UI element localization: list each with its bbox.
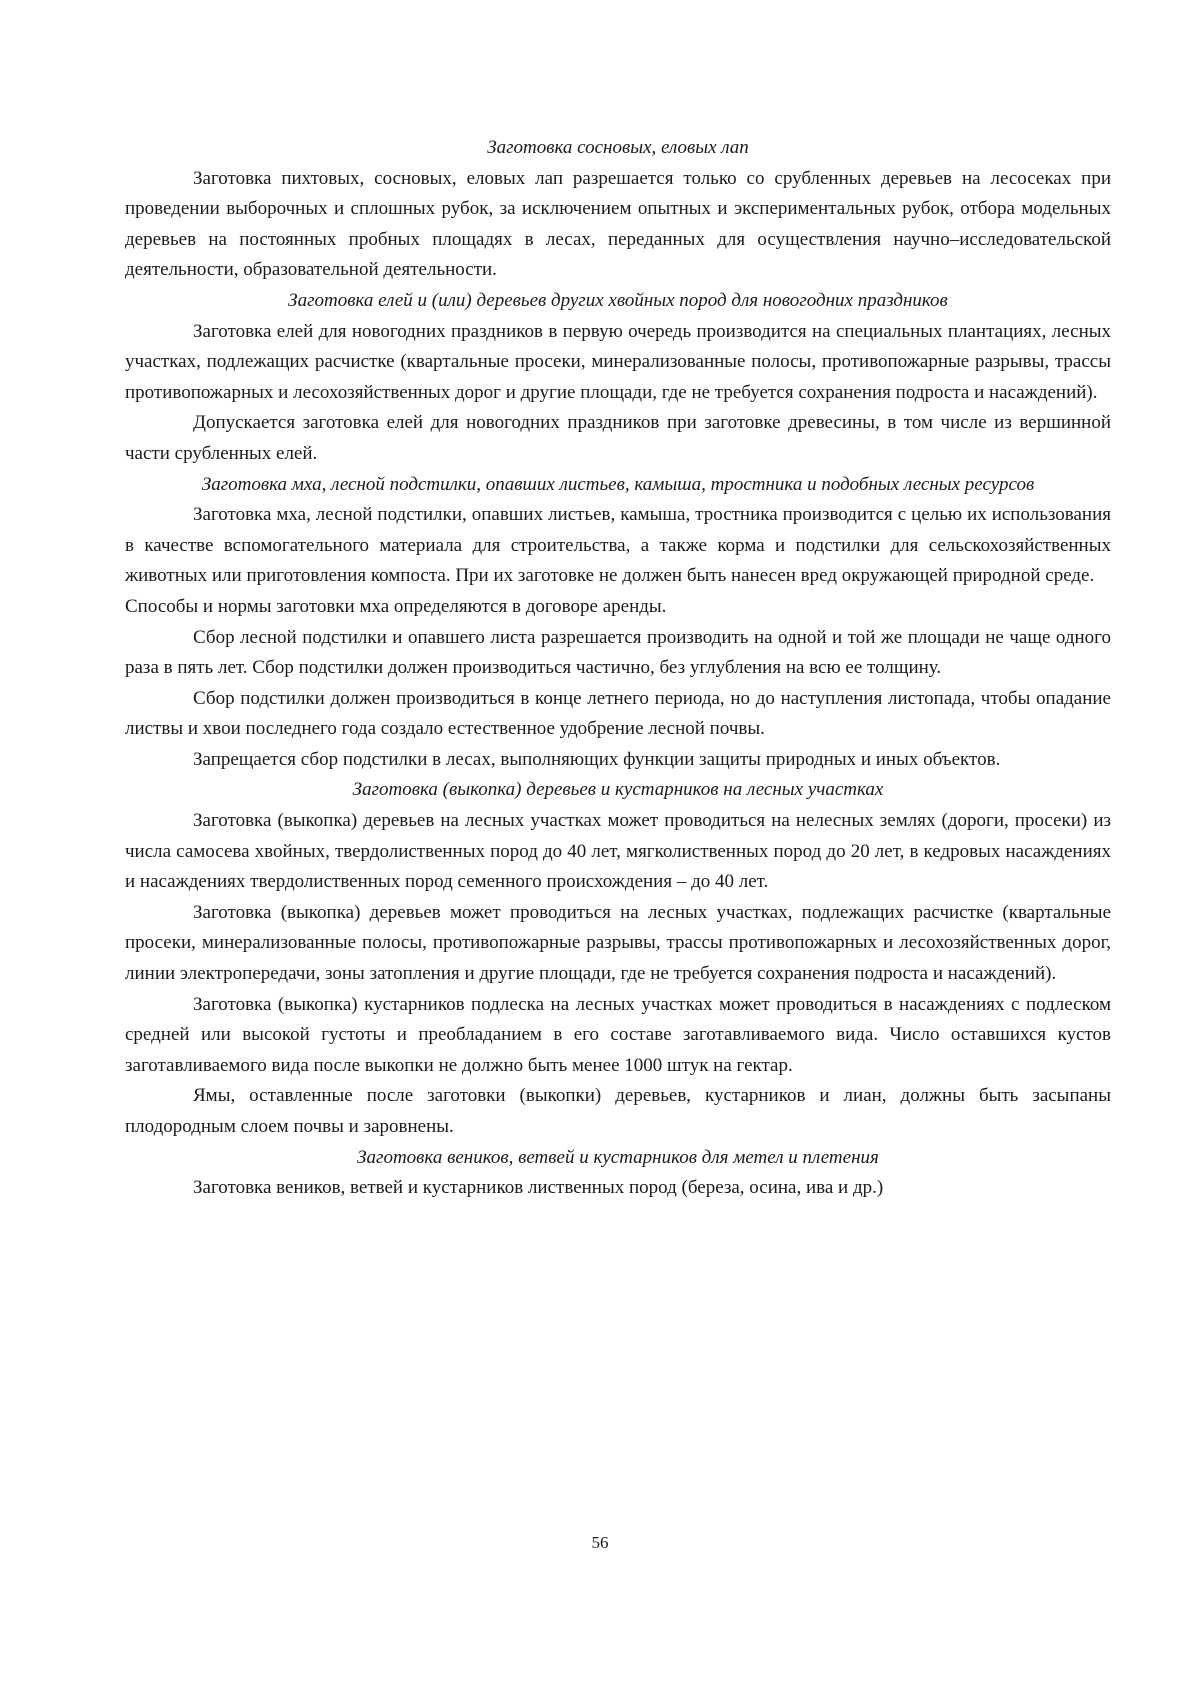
paragraph: Заготовка мха, лесной подстилки, опавших листьев, камыша, тростника производится с целью их использования в качестве вспомогательного материала для строительства, а также корма и подстилки для сельскохозяйственных животных или приготовления компоста. При их заготовке не должен быть нанесен вред окружающей природной среде. [125,504,1111,587]
paragraph: Запрещается сбор подстилки в лесах, выполняющих функции защиты природных и иных объектов. [193,748,1001,770]
page-number: 56 [591,1533,609,1552]
paragraph: Заготовка елей для новогодних праздников в первую очередь производится на специальных плантациях, лесных участках, подлежащих расчистке (квартальные просеки, минерализованные полосы, противопожарные разрывы, трассы противопожарных и лесохозяйственных дорог и другие площади, где не требуется сохранения подроста и насаждений). [125,320,1111,403]
paragraph: Заготовка веников, ветвей и кустарников лиственных пород (береза, осина, ива и др.) [193,1177,884,1199]
paragraph: Заготовка (выкопка) кустарников подлеска на лесных участках может проводиться в насаждениях с подлеском средней или высокой густоты и преобладанием в его составе заготавливаемого вида. Число оставшихся кустов заготавливаемого вида после выкопки не должно быть менее 1000 штук на гектар. [125,993,1111,1076]
paragraph: Допускается заготовка елей для новогодних праздников при заготовке древесины, в том числе из вершинной части срубленных елей. [125,412,1111,464]
paragraph: Сбор лесной подстилки и опавшего листа разрешается производить на одной и той же площади не чаще одного раза в пять лет. Сбор подстилки должен производиться частично, без углубления на всю ее толщину. [125,626,1111,679]
section-heading-brooms-branches: Заготовка веников, ветвей и кустарников для метел и плетения [357,1146,879,1168]
paragraph: Заготовка (выкопка) деревьев может проводиться на лесных участках, подлежащих расчистке (квартальные просеки, минерализованные полосы, противопожарные разрывы, трассы противопожарных и лесохозяйственных дорог, линии электропередачи, зоны затопления и другие площади, где не требуется сохранения подроста и насаждений). [125,901,1111,985]
paragraph: Заготовка (выкопка) деревьев на лесных участках может проводиться на нелесных землях (дороги, просеки) из числа самосева хвойных, твердолиственных пород до 40 лет, мягколиственных пород до 20 лет, в кедровых насаждениях и насаждениях твердолиственных пород семенного происхождения – до 40 лет. [125,810,1111,893]
section-heading-new-year-trees: Заготовка елей и (или) деревьев других хвойных пород для новогодних праздников [288,289,948,311]
section-heading-digging-trees: Заготовка (выкопка) деревьев и кустарников на лесных участках [352,779,884,801]
section-heading-moss-litter: Заготовка мха, лесной подстилки, опавших листьев, камыша, тростника и подобных лесных ресурсов [201,473,1035,495]
paragraph: Сбор подстилки должен производиться в конце летнего периода, но до наступления листопада, чтобы опадание листвы и хвои последнего года создало естественное удобрение лесной почвы. [125,687,1111,740]
page-content [125,133,1111,1204]
paragraph: Заготовка пихтовых, сосновых, еловых лап разрешается только со срубленных деревьев на лесосеках при проведении выборочных и сплошных рубок, за исключением опытных и экспериментальных рубок, отбора модельных деревьев на постоянных пробных площадях в лесах, переданных для осуществления научно–исследовательской деятельности, образовательной деятельности. [125,167,1111,281]
paragraph: Ямы, оставленные после заготовки (выкопки) деревьев, кустарников и лиан, должны быть засыпаны плодородным слоем почвы и заровнены. [125,1085,1111,1137]
paragraph: Способы и нормы заготовки мха определяются в договоре аренды. [125,595,667,617]
section-heading-fir-branches: Заготовка сосновых, еловых лап [487,137,749,158]
